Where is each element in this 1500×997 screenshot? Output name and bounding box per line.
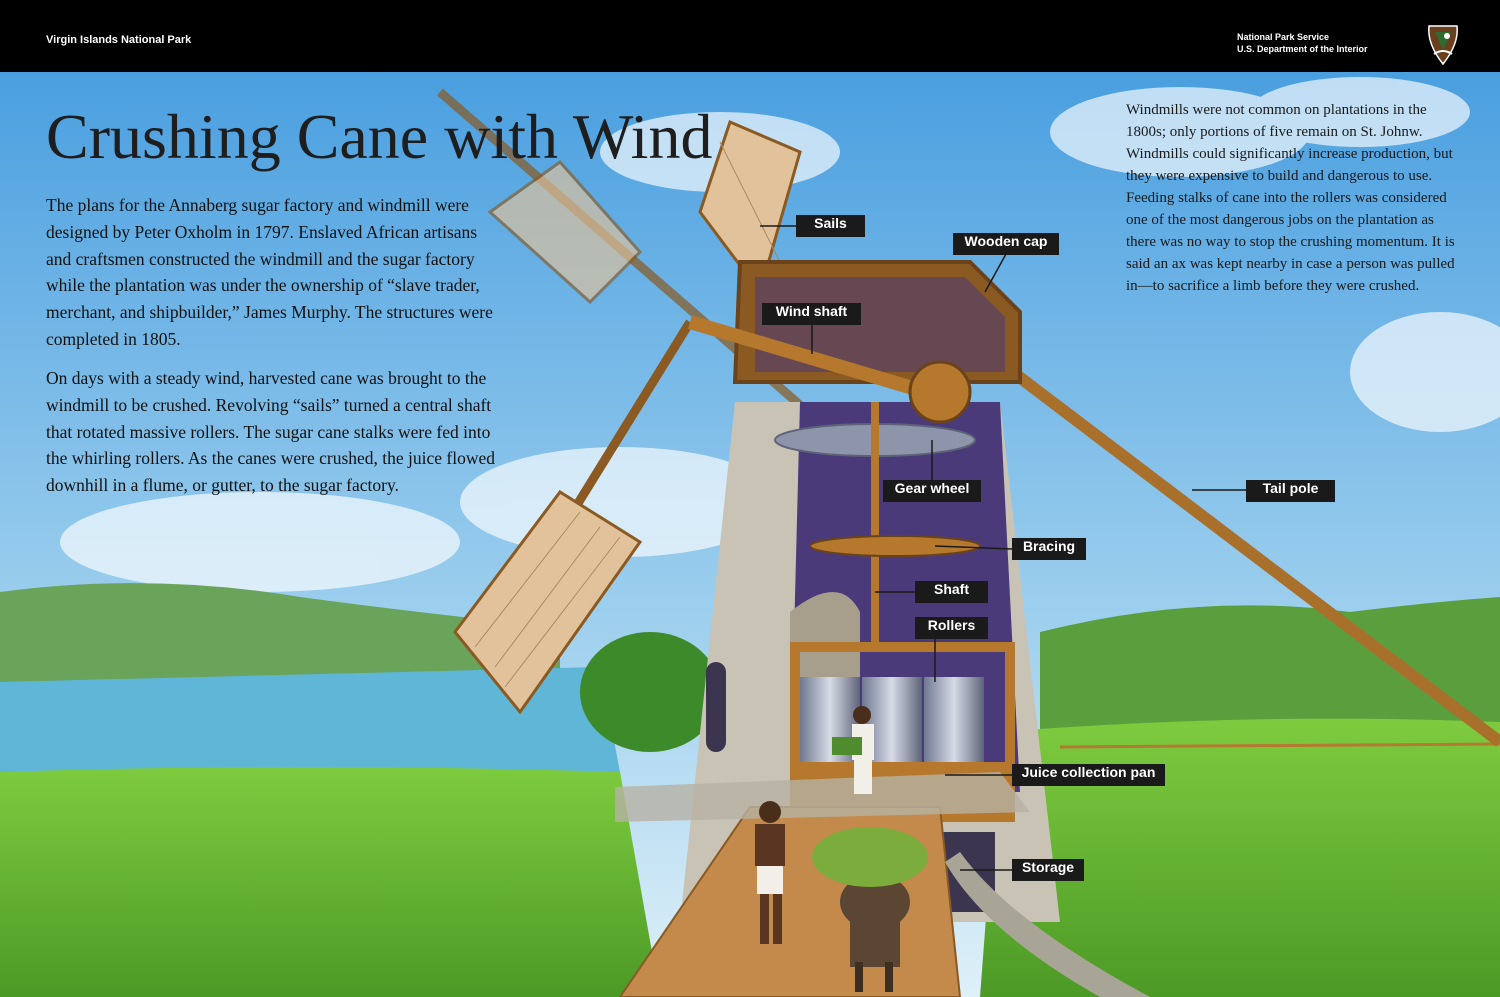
intro-paragraph-2: On days with a steady wind, harvested cane was brought to the windmill to be crushed. Revolving “sails” turned a central shaft that rotated massive rollers. The sugar cane stalks were fed into the whirling rollers. As the canes were crushed, the juice flowed downhill in a flume, or gutter, to the sugar factory. [46, 368, 496, 496]
tower-window [706, 662, 726, 752]
label-storage: Storage [1012, 859, 1084, 881]
tree [580, 632, 720, 752]
agency-line-2: U.S. Department of the Interior [1237, 44, 1368, 54]
wind-wheel [910, 362, 970, 422]
label-wind-shaft: Wind shaft [762, 303, 861, 325]
label-gear-wheel: Gear wheel [883, 480, 981, 502]
nps-arrowhead-icon [1425, 22, 1461, 66]
label-juice-collection-pan: Juice collection pan [1012, 764, 1165, 786]
agency-block [1237, 31, 1368, 55]
sidebar-text: Windmills were not common on plantations in the 1800s; only portions of five remain on St. Johnw. Windmills could significantly increase production, but they were expensive to build and dangerous to use. Feeding stalks of cane into the rollers was considered one of the most dangerous jobs on the plantation as there was no way to stop the crushing momentum. It is said an ax was kept nearby in case a person was pulled in—to sacrifice a limb before they were crushed. [1126, 102, 1455, 294]
header-bar [0, 0, 1500, 72]
agency-line-1: National Park Service [1237, 32, 1330, 42]
label-bracing: Bracing [1012, 538, 1086, 560]
label-wooden-cap: Wooden cap [953, 233, 1059, 255]
label-shaft: Shaft [915, 581, 988, 603]
label-tail-pole: Tail pole [1246, 480, 1335, 502]
intro-paragraph-1: The plans for the Annaberg sugar factory and windmill were designed by Peter Oxholm in 1797. Enslaved African artisans and craftsmen constructed the windmill and the sugar factory while the plantation was under the ownership of “slave trader, merchant, and shipbuilder,” James Murphy. The structures were completed in 1805. [46, 195, 493, 349]
field-left [0, 767, 660, 997]
page-title: Crushing Cane with Wind [46, 101, 713, 172]
label-sails: Sails [796, 215, 865, 237]
park-name: Virgin Islands National Park [46, 34, 192, 46]
label-rollers: Rollers [915, 617, 988, 639]
bracing-disc [810, 536, 980, 556]
